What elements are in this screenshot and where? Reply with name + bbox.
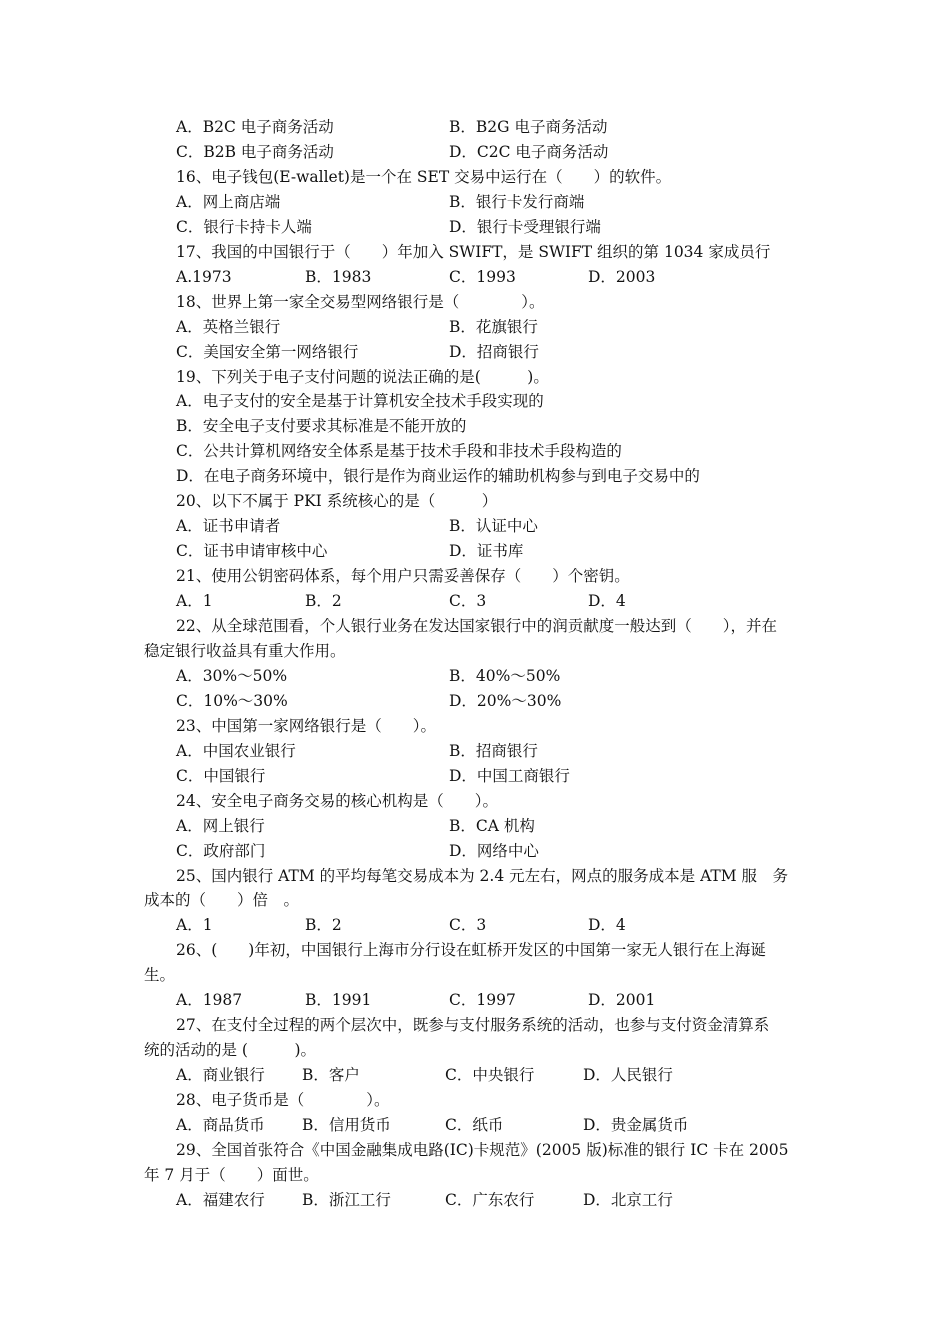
question-stem: 22、从全球范围看，个人银行业务在发达国家银行中的润贡献度一般达到（ ），并在 bbox=[176, 617, 777, 635]
answer-option: D．4 bbox=[588, 916, 626, 935]
answer-option: D．网络中心 bbox=[449, 841, 539, 860]
question-stem-line bbox=[0, 614, 950, 639]
answer-option: D．中国工商银行 bbox=[449, 766, 570, 785]
answer-option: B．2 bbox=[305, 592, 342, 611]
answer-option: C．B2B 电子商务活动 bbox=[176, 142, 334, 161]
answer-option: D．在电子商务环境中，银行是作为商业运作的辅助机构参与到电子交易中的 bbox=[176, 467, 700, 486]
options-row bbox=[0, 689, 950, 714]
answer-option: C．10%～30% bbox=[176, 691, 288, 710]
answer-option: D．2003 bbox=[588, 267, 656, 286]
answer-option: B．银行卡发行商端 bbox=[449, 192, 585, 211]
answer-option: D．人民银行 bbox=[583, 1066, 673, 1085]
answer-option: B．认证中心 bbox=[449, 517, 538, 536]
answer-option: A．中国农业银行 bbox=[176, 741, 296, 760]
options-row bbox=[0, 115, 950, 140]
question-stem-line bbox=[0, 1013, 950, 1038]
answer-option: A．网上商店端 bbox=[176, 192, 281, 211]
question-stem: 21、使用公钥密码体系，每个用户只需妥善保存（ ）个密钥。 bbox=[176, 567, 630, 586]
options-row bbox=[0, 539, 950, 564]
question-stem-line bbox=[0, 365, 950, 390]
answer-option: B．浙江工行 bbox=[302, 1190, 391, 1209]
answer-option: D．北京工行 bbox=[583, 1190, 673, 1209]
question-stem: 17、我国的中国银行于（ ）年加入 SWIFT，是 SWIFT 组织的第 1034 家成员行 bbox=[176, 242, 771, 261]
answer-option: A.1973 bbox=[176, 267, 232, 286]
answer-option: A．1987 bbox=[176, 991, 243, 1010]
question-continuation-line bbox=[0, 1038, 950, 1063]
answer-option: B．安全电子支付要求其标准是不能开放的 bbox=[176, 417, 467, 436]
options-row bbox=[0, 140, 950, 165]
options-row bbox=[0, 664, 950, 689]
options-row bbox=[0, 1113, 950, 1138]
option-line bbox=[0, 439, 950, 464]
options-row bbox=[0, 340, 950, 365]
options-row bbox=[0, 1063, 950, 1088]
answer-option: A．电子支付的安全是基于计算机安全技术手段实现的 bbox=[176, 392, 544, 411]
question-stem-line bbox=[0, 789, 950, 814]
answer-option: B．1991 bbox=[305, 991, 372, 1010]
question-stem: 29、全国首张符合《中国金融集成电路(IC)卡规范》(2005 版)标准的银行 IC 卡在 2005 bbox=[176, 1140, 789, 1159]
answer-option: B．CA 机构 bbox=[449, 816, 535, 835]
answer-option: A．商业银行 bbox=[176, 1066, 265, 1085]
question-stem-line bbox=[0, 714, 950, 739]
answer-option: C．美国安全第一网络银行 bbox=[176, 342, 359, 361]
question-stem-line bbox=[0, 165, 950, 190]
options-row bbox=[0, 764, 950, 789]
question-stem-continuation: 稳定银行收益具有重大作用。 bbox=[144, 641, 346, 660]
answer-option: D．20%～30% bbox=[449, 691, 562, 710]
question-stem: 23、中国第一家网络银行是（ ）。 bbox=[176, 716, 436, 735]
answer-option: C．3 bbox=[449, 916, 487, 935]
question-stem: 25、国内银行 ATM 的平均每笔交易成本为 2.4 元左右，网点的服务成本是 ATM 服 务 bbox=[176, 866, 789, 885]
question-stem: 19、下列关于电子支付问题的说法正确的是( )。 bbox=[176, 367, 549, 386]
options-row bbox=[0, 514, 950, 539]
answer-option: C．1997 bbox=[449, 991, 516, 1010]
answer-option: C．中国银行 bbox=[176, 766, 266, 785]
answer-option: D．贵金属货币 bbox=[583, 1116, 689, 1134]
options-row bbox=[0, 265, 950, 290]
question-stem-line bbox=[0, 290, 950, 315]
answer-option: C．纸币 bbox=[445, 1116, 504, 1134]
question-stem: 26、( )年初，中国银行上海市分行设在虹桥开发区的中国第一家无人银行在上海诞 bbox=[176, 941, 766, 960]
question-stem-continuation: 统的活动的是 ( )。 bbox=[144, 1041, 317, 1060]
options-row bbox=[0, 315, 950, 340]
answer-option: B．客户 bbox=[302, 1066, 360, 1085]
question-stem-line bbox=[0, 1138, 950, 1163]
answer-option: B．花旗银行 bbox=[449, 317, 538, 336]
answer-option: B．40%～50% bbox=[449, 666, 561, 685]
question-stem: 27、在支付全过程的两个层次中，既参与支付服务系统的活动，也参与支付资金清算系 bbox=[176, 1016, 770, 1035]
answer-option: B．招商银行 bbox=[449, 741, 538, 760]
answer-option: A．福建农行 bbox=[176, 1190, 265, 1209]
question-stem-continuation: 成本的（ ）倍 。 bbox=[144, 891, 300, 910]
question-stem: 16、电子钱包(E-wallet)是一个在 SET 交易中运行在（ ）的软件。 bbox=[176, 167, 672, 186]
answer-option: D．银行卡受理银行端 bbox=[449, 217, 601, 236]
answer-option: B．信用货币 bbox=[302, 1116, 391, 1134]
question-stem-line bbox=[0, 864, 950, 889]
options-row bbox=[0, 839, 950, 864]
question-stem-continuation: 生。 bbox=[144, 966, 176, 985]
question-continuation-line bbox=[0, 888, 950, 913]
question-continuation-line bbox=[0, 963, 950, 988]
answer-option: D．C2C 电子商务活动 bbox=[449, 142, 609, 161]
option-line bbox=[0, 464, 950, 489]
question-stem: 28、电子货币是（ ）。 bbox=[176, 1091, 390, 1110]
options-row bbox=[0, 190, 950, 215]
question-stem-line bbox=[0, 938, 950, 963]
options-row bbox=[0, 739, 950, 764]
answer-option: C．中央银行 bbox=[445, 1066, 535, 1085]
question-continuation-line bbox=[0, 639, 950, 664]
answer-option: A．1 bbox=[176, 916, 213, 935]
answer-option: C．证书申请审核中心 bbox=[176, 542, 328, 561]
question-stem-continuation: 年 7 月于（ ）面世。 bbox=[144, 1165, 319, 1184]
question-stem-line bbox=[0, 240, 950, 265]
options-row bbox=[0, 1188, 950, 1213]
answer-option: B．B2G 电子商务活动 bbox=[449, 118, 608, 136]
question-continuation-line bbox=[0, 1163, 950, 1188]
options-row bbox=[0, 988, 950, 1013]
answer-option: C．3 bbox=[449, 592, 487, 611]
answer-option: D．4 bbox=[588, 592, 626, 611]
answer-option: A．英格兰银行 bbox=[176, 317, 281, 336]
answer-option: A．30%～50% bbox=[176, 666, 288, 685]
answer-option: B．1983 bbox=[305, 267, 372, 286]
question-stem-line bbox=[0, 1088, 950, 1113]
answer-option: C．广东农行 bbox=[445, 1190, 535, 1209]
answer-option: A．网上银行 bbox=[176, 816, 265, 835]
answer-option: D．证书库 bbox=[449, 542, 524, 561]
answer-option: B．2 bbox=[305, 916, 342, 935]
answer-option: D．招商银行 bbox=[449, 342, 539, 361]
answer-option: C．公共计算机网络安全体系是基于技术手段和非技术手段构造的 bbox=[176, 442, 622, 461]
question-stem-line bbox=[0, 489, 950, 514]
answer-option: A．1 bbox=[176, 592, 213, 611]
options-row bbox=[0, 814, 950, 839]
question-stem-line bbox=[0, 564, 950, 589]
answer-option: C．银行卡持卡人端 bbox=[176, 217, 312, 236]
options-row bbox=[0, 589, 950, 614]
answer-option: A．商品货币 bbox=[176, 1116, 265, 1134]
answer-option: A．B2C 电子商务活动 bbox=[176, 118, 334, 136]
answer-option: A．证书申请者 bbox=[176, 517, 281, 536]
options-row bbox=[0, 215, 950, 240]
option-line bbox=[0, 389, 950, 414]
answer-option: D．2001 bbox=[588, 991, 656, 1010]
answer-option: C．1993 bbox=[449, 267, 516, 286]
question-stem: 24、安全电子商务交易的核心机构是（ ）。 bbox=[176, 791, 498, 810]
options-row bbox=[0, 913, 950, 938]
question-stem: 18、世界上第一家全交易型网络银行是（ ）。 bbox=[176, 292, 545, 311]
option-line bbox=[0, 414, 950, 439]
question-stem: 20、以下不属于 PKI 系统核心的是（ ） bbox=[176, 492, 498, 511]
answer-option: C．政府部门 bbox=[176, 841, 266, 860]
